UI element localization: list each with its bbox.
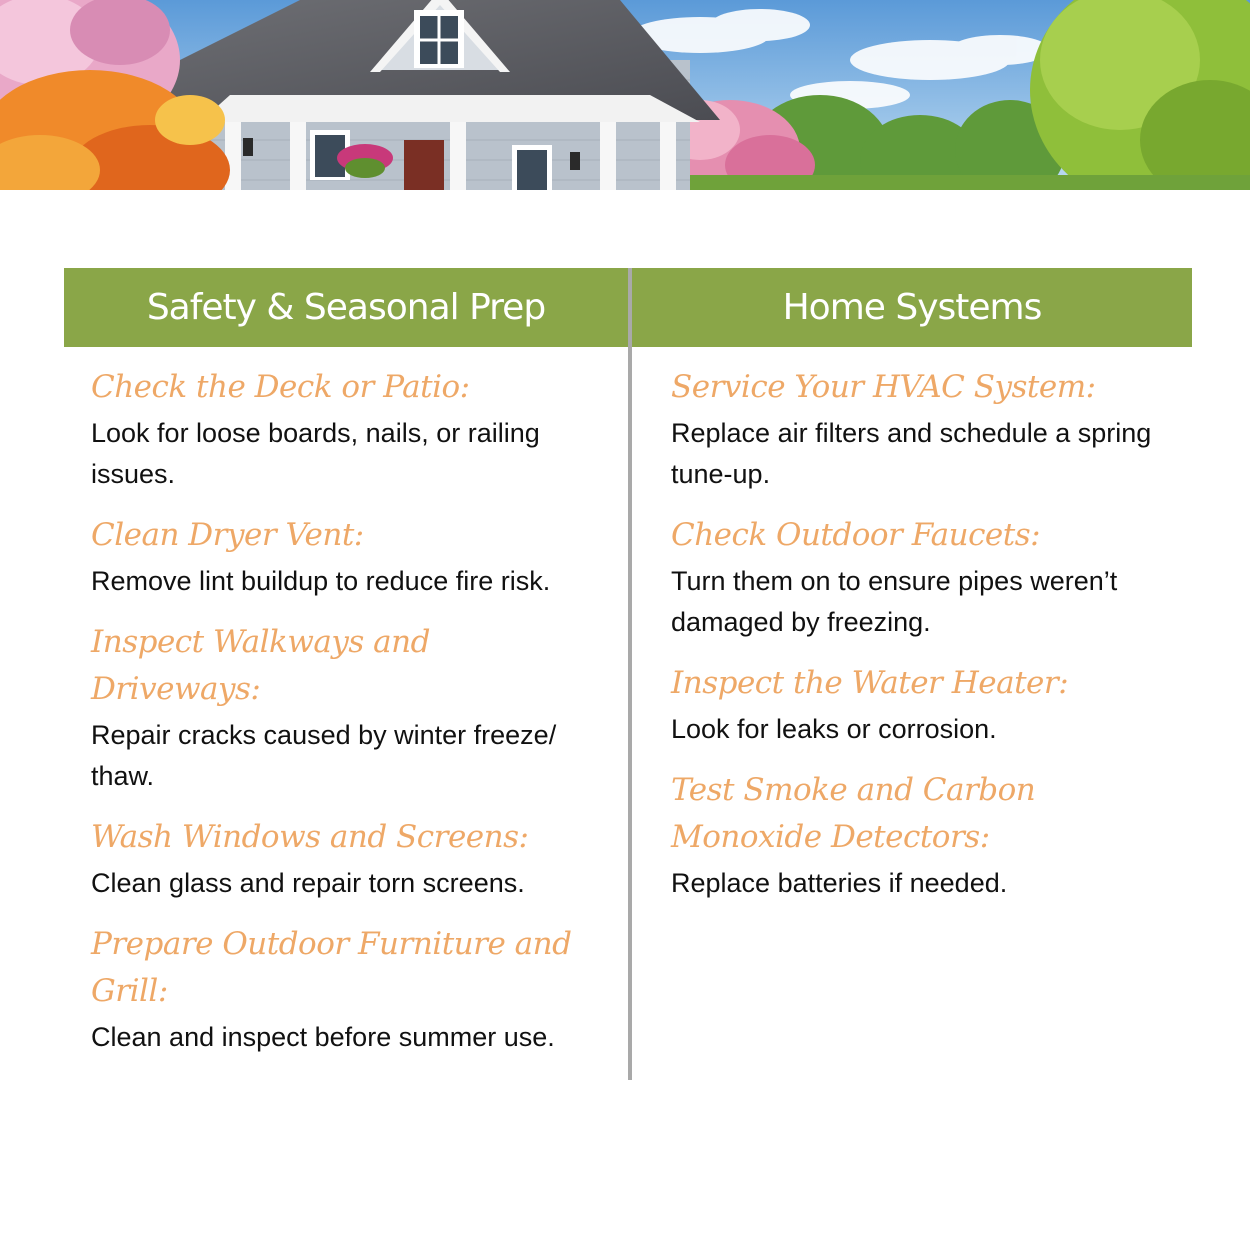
safety-seasonal-column [91,364,606,1075]
checklist-item [91,921,606,1058]
item-description: Replace air filters and schedule a spring tune-up. [671,418,1152,489]
column-divider [628,268,632,1080]
checklist-item [671,660,1181,750]
home-systems-column [671,364,1181,921]
checklist-item [91,512,606,602]
checklist-item [91,814,606,904]
item-description: Clean and inspect before summer use. [91,1022,555,1052]
item-title: Prepare Outdoor Furniture and Grill: [91,926,572,1009]
item-title: Test Smoke and Carbon Monoxide Detectors: [671,772,1036,855]
house-scene-illustration [0,0,1250,190]
checklist-item [91,619,606,797]
item-description: Replace batteries if needed. [671,868,1008,898]
item-title: Check the Deck or Patio: [91,369,470,405]
column-heading-home-systems: Home Systems [632,268,1192,347]
item-description: Look for leaks or corrosion. [671,714,997,744]
item-description: Turn them on to ensure pipes weren’t damaged by freezing. [671,566,1118,637]
item-title: Wash Windows and Screens: [91,819,529,855]
item-description: Repair cracks caused by winter freeze/ thaw. [91,720,557,791]
item-title: Clean Dryer Vent: [91,517,364,553]
item-title: Inspect the Water Heater: [671,665,1069,701]
item-description: Clean glass and repair torn screens. [91,868,525,898]
column-heading-safety: Safety & Seasonal Prep [64,268,628,347]
item-description: Look for loose boards, nails, or railing issues. [91,418,540,489]
item-description: Remove lint buildup to reduce fire risk. [91,566,551,596]
checklist-item [671,364,1181,495]
item-title: Service Your HVAC System: [671,369,1096,405]
hero-banner [0,0,1250,190]
item-title: Check Outdoor Faucets: [671,517,1041,553]
checklist-item [671,767,1181,904]
checklist-item [91,364,606,495]
checklist-item [671,512,1181,643]
item-title: Inspect Walkways and Driveways: [91,624,430,707]
